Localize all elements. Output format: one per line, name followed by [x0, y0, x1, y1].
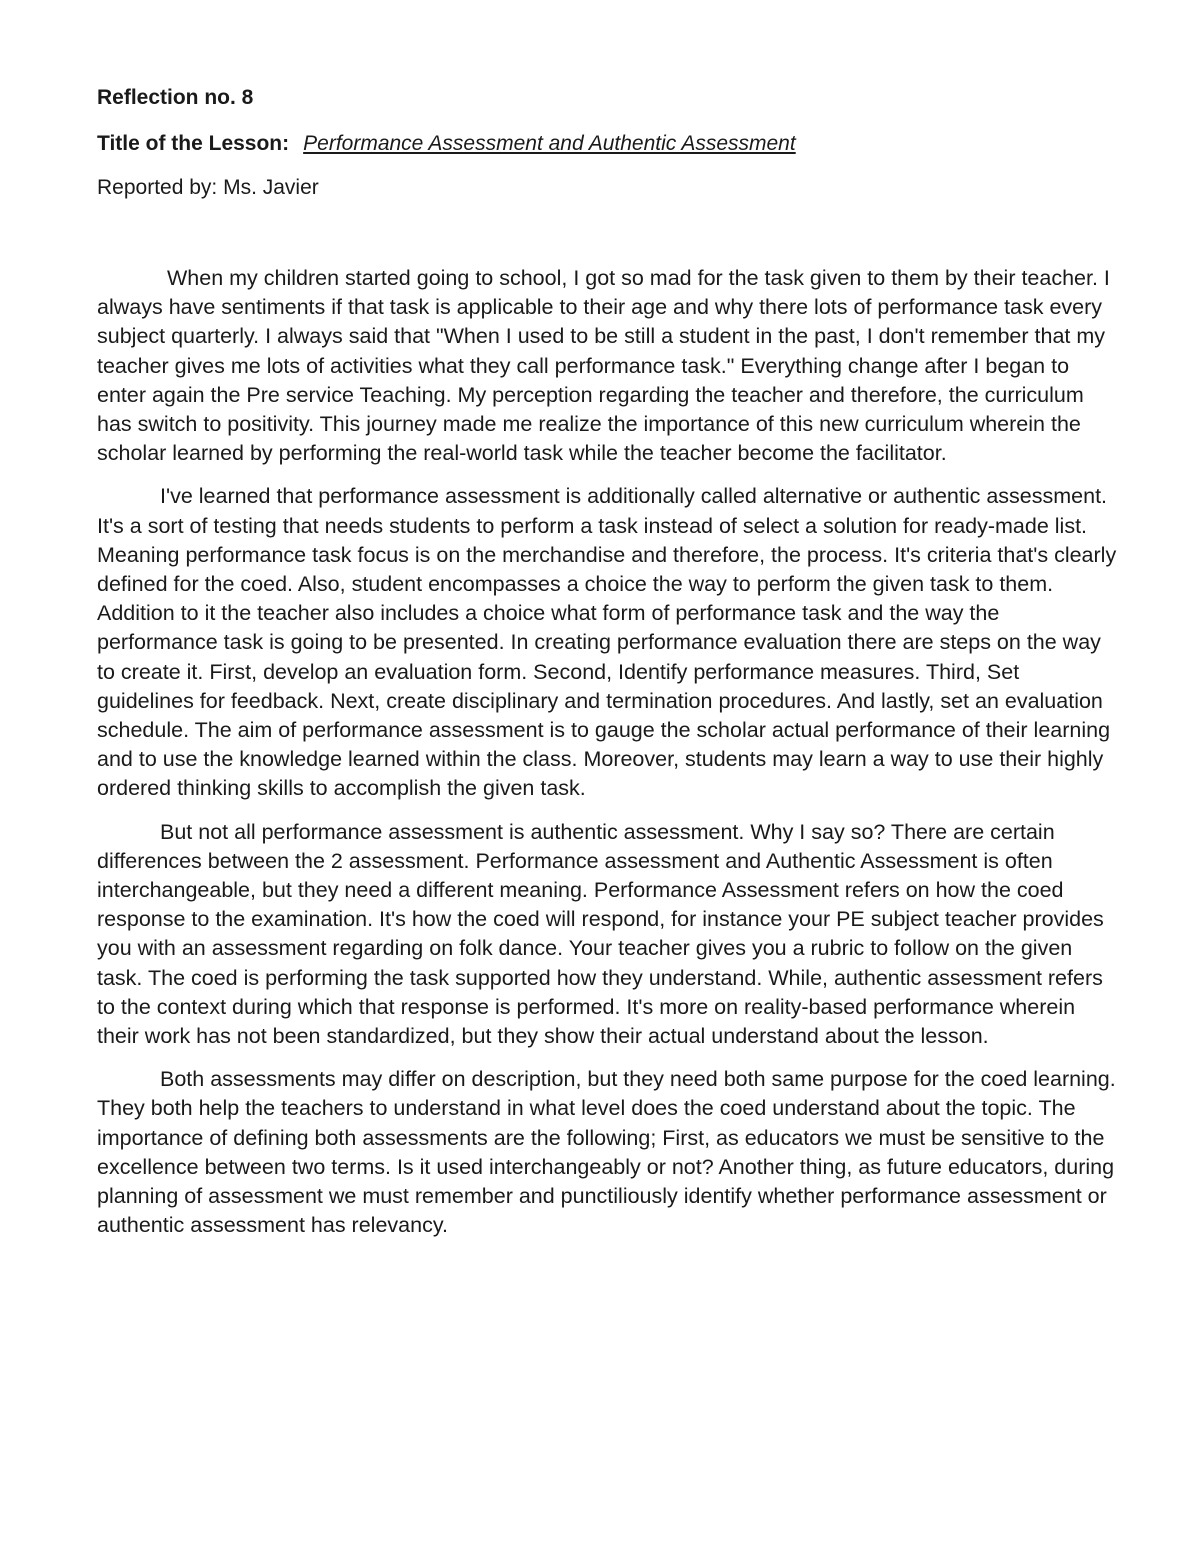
- lesson-title-label: Title of the Lesson:: [97, 132, 290, 155]
- paragraph: But not all performance assessment is authentic assessment. Why I say so? There are certain differences between the 2 assessment. Performance assessment and Authentic Assessment is often interchangeable, but they need a different meaning. Performance Assessment refers on how the coed response to the examination. It's how the coed will respond, for instance your PE subject teacher provides you with an assessment regarding on folk dance. Your teacher gives you a rubric to follow on the given task. The coed is performing the task supported how they understand. While, authentic assessment refers to the context during which that response is performed. It's more on reality-based performance wherein their work has not been standardized, but they show their actual understand about the lesson.: [97, 819, 1104, 1049]
- paragraph: Both assessments may differ on description, but they need both same purpose for the coed learning. They both help the teachers to understand in what level does the coed understand about the topic. The importance of defining both assessments are the following; First, as educators we must be sensitive to the excellence between two terms. Is it used interchangeably or not? Another thing, as future educators, during planning of assessment we must remember and punctiliously identify whether performance assessment or authentic assessment has relevancy.: [97, 1067, 1116, 1238]
- reporter-line: Reported by: Ms. Javier: [97, 176, 319, 199]
- reflection-body: [97, 264, 1117, 1241]
- lesson-title-value: Performance Assessment and Authentic Assessment: [303, 132, 796, 155]
- lesson-title-line: [97, 130, 1117, 158]
- reflection-heading: Reflection no. 8: [97, 86, 254, 109]
- paragraph: I've learned that performance assessment is additionally called alternative or authentic assessment. It's a sort of testing that needs students to perform a task instead of select a solution for ready-made list. Meaning performance task focus is on the merchandise and therefore, the process. It's criteria that's clearly defined for the coed. Also, student encompasses a choice the way to perform the given task to them. Addition to it the teacher also includes a choice what form of performance task and the way the performance task is going to be presented. In creating performance evaluation there are steps on the way to create it. First, develop an evaluation form. Second, Identify performance measures. Third, Set guidelines for feedback. Next, create disciplinary and termination procedures. And lastly, set an evaluation schedule. The aim of performance assessment is to gauge the scholar actual performance of their learning and to use the knowledge learned within the class. Moreover, students may learn a way to use their highly ordered thinking skills to accomplish the given task.: [97, 484, 1117, 801]
- document-page: [97, 84, 1117, 1255]
- paragraph: When my children started going to school, I got so mad for the task given to them by their teacher. I always have sentiments if that task is applicable to their age and why there lots of performance task every subject quarterly. I always said that "When I used to be still a student in the past, I don't remember that my teacher gives me lots of activities what they call performance task." Everything change after I began to enter again the Pre service Teaching. My perception regarding the teacher and therefore, the curriculum has switch to positivity. This journey made me realize the importance of this new curriculum wherein the scholar learned by performing the real-world task while the teacher become the facilitator.: [97, 266, 1110, 466]
